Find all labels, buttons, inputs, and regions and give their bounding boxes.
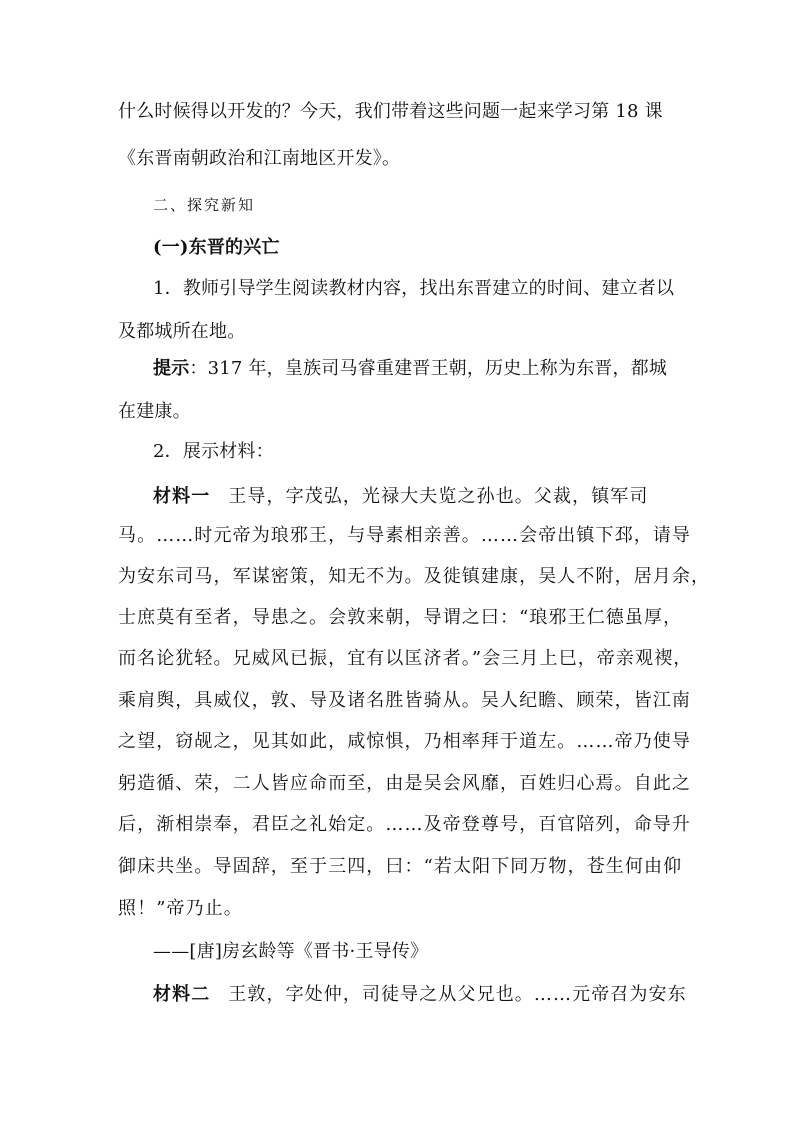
material-2-line-1 xyxy=(153,983,733,1007)
intro-line-2: 《东晋南朝政治和江南地区开发》。 xyxy=(118,148,401,169)
intro-line-1: 什么时候得以开发的？今天，我们带着这些问题一起来学习第 18 课 xyxy=(118,101,663,122)
tip-line-1 xyxy=(153,357,733,381)
material-2-text: 王敦，字处仲，司徒导之从父兄也。……元帝召为安东 xyxy=(228,984,687,1005)
material-1-label: 材料一 xyxy=(153,486,211,507)
tip-line-2: 在建康。 xyxy=(118,401,191,422)
material-1-line: 后，渐相崇奉，君臣之礼始定。……及帝登尊号，百官陪列，命导升 xyxy=(118,814,691,835)
item-1-line-1: 1．教师引导学生阅读教材内容，找出东晋建立的时间、建立者以 xyxy=(153,278,675,299)
material-1-line: 士庶莫有至者，导患之。会敦来朝，导谓之曰：“琅邪王仁德虽厚， xyxy=(118,607,683,628)
subsection-title: (一)东晋的兴亡 xyxy=(153,237,280,258)
material-1-line-1 xyxy=(153,485,733,509)
material-1-text: 王导，字茂弘，光禄大夫览之孙也。父裁，镇军司 xyxy=(228,486,649,507)
material-1-line: 躬造循、荣，二人皆应命而至，由是吴会风靡，百姓归心焉。自此之 xyxy=(118,773,691,794)
section-title: 二、探究新知 xyxy=(153,196,256,214)
item-1-line-2: 及都城所在地。 xyxy=(118,321,246,342)
material-1-source: ——[唐]房玄龄等《晋书·王导传》 xyxy=(153,941,429,962)
material-1-line: 照！”帝乃止。 xyxy=(118,898,243,919)
material-1-line: 御床共坐。导固辞，至于三四，曰：“若太阳下同万物，苍生何由仰 xyxy=(118,856,683,877)
material-1-line: 乘肩舆，具威仪，敦、导及诸名胜皆骑从。吴人纪瞻、顾荣，皆江南 xyxy=(118,690,691,711)
tip-label: 提示 xyxy=(153,358,190,379)
tip-text: ：317 年，皇族司马睿重建晋王朝，历史上称为东晋，都城 xyxy=(189,358,668,379)
material-1-line: 为安东司马，军谋密策，知无不为。及徙镇建康，吴人不附，居月余， xyxy=(118,566,711,587)
material-1-line: 之望，窃觇之，见其如此，咸惊惧，乃相率拜于道左。……帝乃使导 xyxy=(118,731,691,752)
material-1-line: 马。……时元帝为琅邪王，与导素相亲善。……会帝出镇下邳，请导 xyxy=(118,525,691,546)
item-2-line-1: 2．展示材料： xyxy=(153,441,274,462)
material-1-line: 而名论犹轻。兄威风已振，宜有以匡济者。”会三月上巳，帝亲观禊， xyxy=(118,648,693,669)
material-2-label: 材料二 xyxy=(153,984,211,1005)
